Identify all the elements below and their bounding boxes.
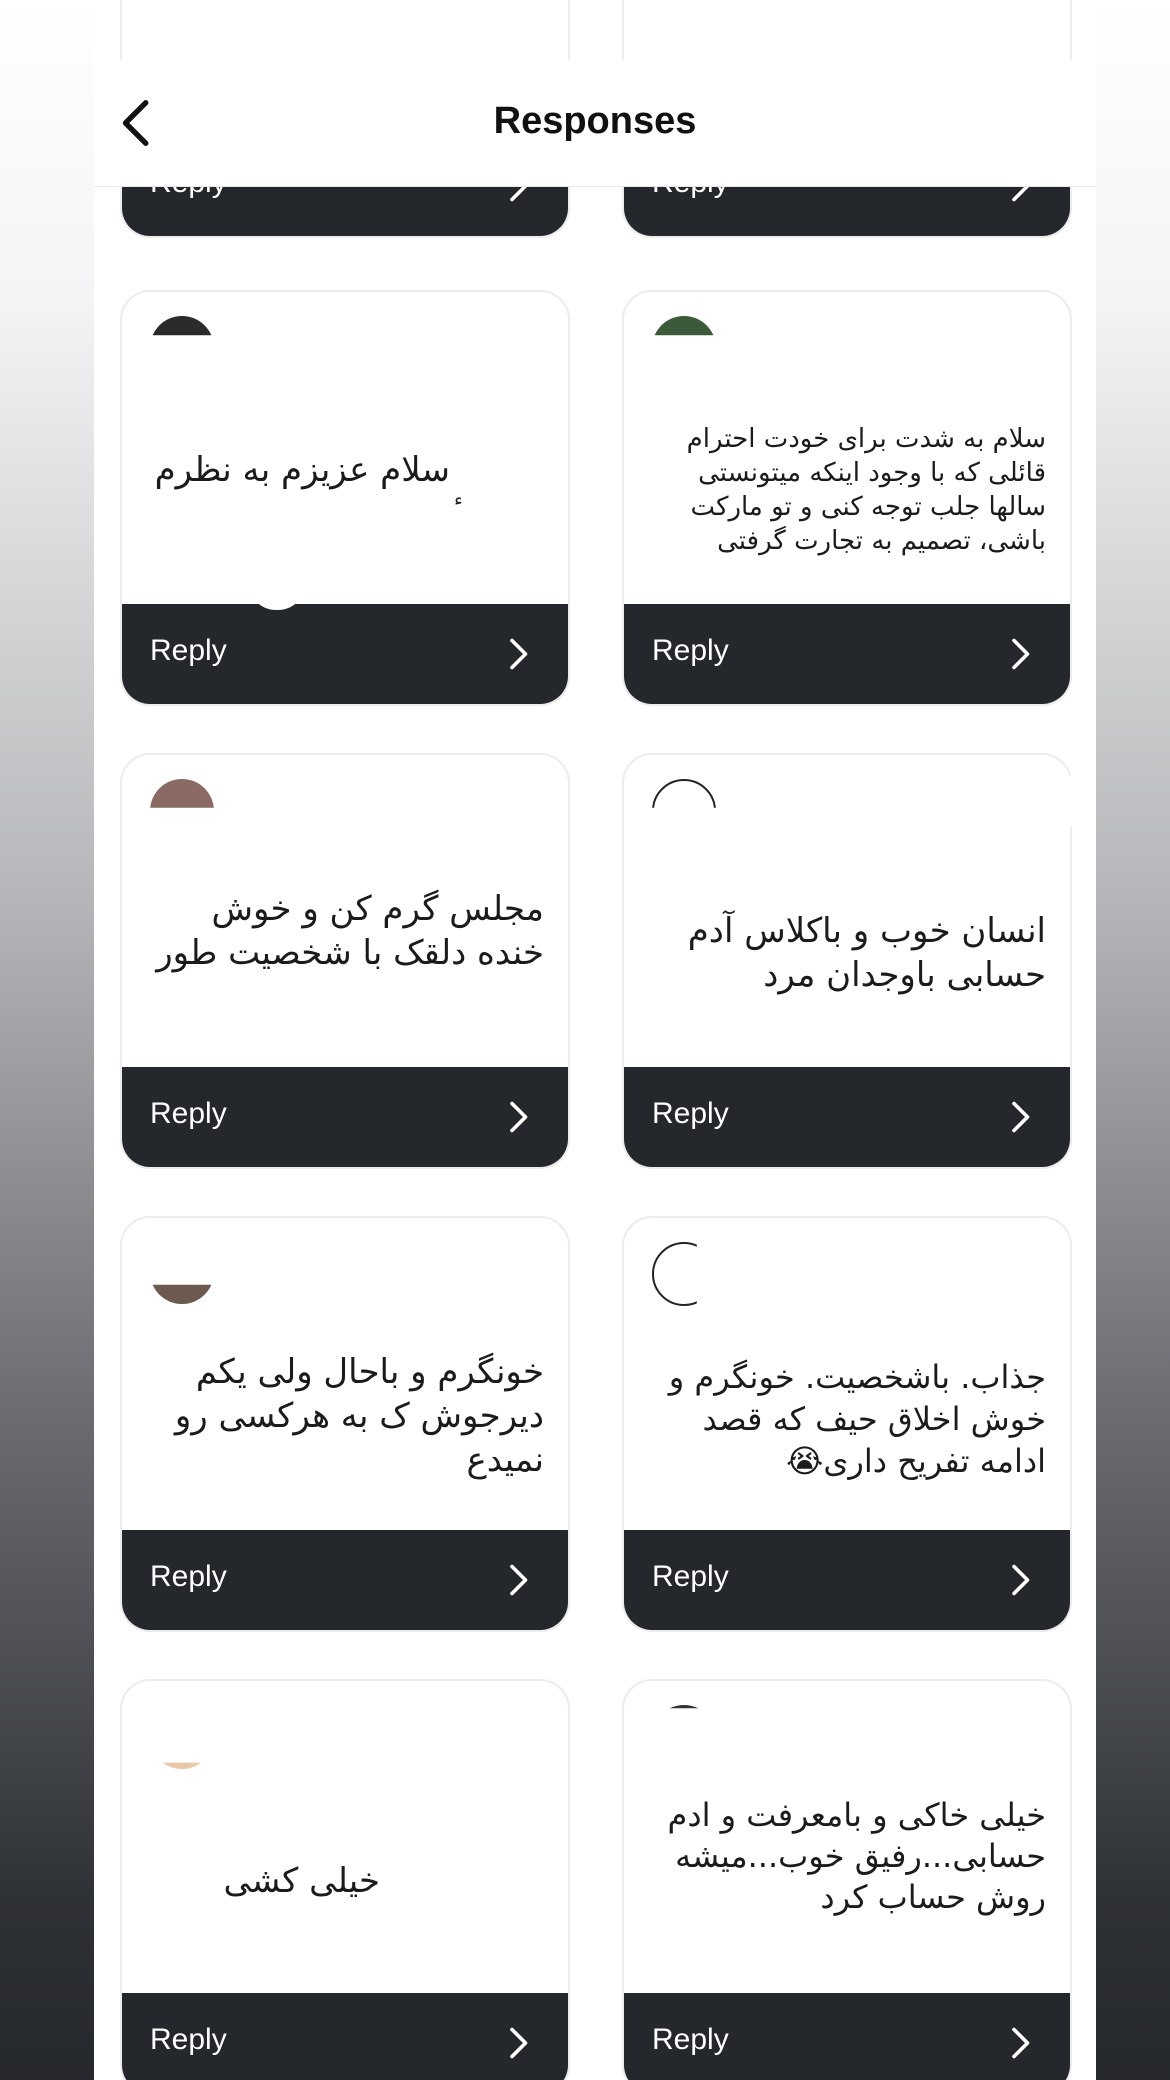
avatar xyxy=(150,779,214,843)
response-text: سلام عزیزم به نظرم xyxy=(154,450,450,490)
response-text: سلام به شدت برای خودت احترام قائلی که با وجود اینکه میتونستی سالها جلب توجه کنی و تو مارکت باشی، تصمیم به تجارت گرفتی xyxy=(686,424,1046,556)
chevron-right-icon xyxy=(500,1099,536,1135)
response-text: خیلی کشی xyxy=(223,1861,380,1901)
chevron-right-icon xyxy=(1002,1562,1038,1598)
avatar xyxy=(150,1705,214,1769)
response-text-body: جذاب. باشخصیت. خونگرم و خوش اخلاق حیف که قصد ادامه تفریح داری xyxy=(668,1358,1046,1480)
reply-button[interactable] xyxy=(122,1993,568,2080)
response-text xyxy=(652,1356,1046,1482)
crying-emoji-icon: 😭 xyxy=(785,1442,824,1480)
avatar xyxy=(652,1705,716,1769)
page-title: Responses xyxy=(493,100,697,142)
chevron-right-icon xyxy=(500,2025,536,2061)
chevron-right-icon xyxy=(1002,1099,1038,1135)
reply-label: Reply xyxy=(652,2023,729,2056)
response-card[interactable] xyxy=(622,290,1072,706)
reply-label: Reply xyxy=(150,1097,227,1130)
reply-button[interactable] xyxy=(624,1530,1070,1630)
response-text: انسان خوب و باکلاس آدم حسابی باوجدان مرد xyxy=(687,911,1046,995)
response-card[interactable] xyxy=(622,1216,1072,1632)
response-card[interactable] xyxy=(622,1679,1072,2080)
chevron-right-icon xyxy=(500,636,536,672)
avatar xyxy=(652,779,716,843)
response-text: مجلس گرم کن و خوش خنده دلقک با شخصیت طور xyxy=(156,889,544,973)
reply-button[interactable] xyxy=(624,1067,1070,1167)
reply-label: Reply xyxy=(652,1097,729,1130)
chevron-right-icon xyxy=(1002,2025,1038,2061)
reply-label: Reply xyxy=(150,634,227,667)
reply-button[interactable] xyxy=(122,1067,568,1167)
name-mask xyxy=(122,336,568,396)
phone-screen xyxy=(94,0,1096,2080)
response-text: خونگرم و باحال ولی یکم دیرجوش ک به هرکسی رو نمیدع xyxy=(174,1352,544,1480)
response-text: خیلی خاکی و بامعرفت و ادم حسابی...رفیق خوب...میشه روش حساب کرد xyxy=(667,1796,1046,1916)
response-card[interactable] xyxy=(120,1216,570,1632)
avatar xyxy=(150,1240,214,1304)
name-mask xyxy=(624,336,1070,396)
reply-button[interactable] xyxy=(624,604,1070,704)
response-card[interactable] xyxy=(120,1679,570,2080)
chevron-right-icon xyxy=(500,1562,536,1598)
reply-button[interactable] xyxy=(122,604,568,704)
reply-label: Reply xyxy=(150,2023,227,2056)
reply-label: Reply xyxy=(150,1560,227,1593)
reply-label: Reply xyxy=(652,634,729,667)
chevron-right-icon xyxy=(1002,636,1038,672)
response-card[interactable] xyxy=(120,753,570,1169)
reply-label: Reply xyxy=(652,1560,729,1593)
response-card[interactable] xyxy=(120,290,570,706)
nav-bar xyxy=(94,60,1096,187)
response-card[interactable] xyxy=(622,753,1072,1169)
avatar xyxy=(652,1242,716,1306)
reply-button[interactable] xyxy=(122,1530,568,1630)
reply-button[interactable] xyxy=(624,1993,1070,2080)
